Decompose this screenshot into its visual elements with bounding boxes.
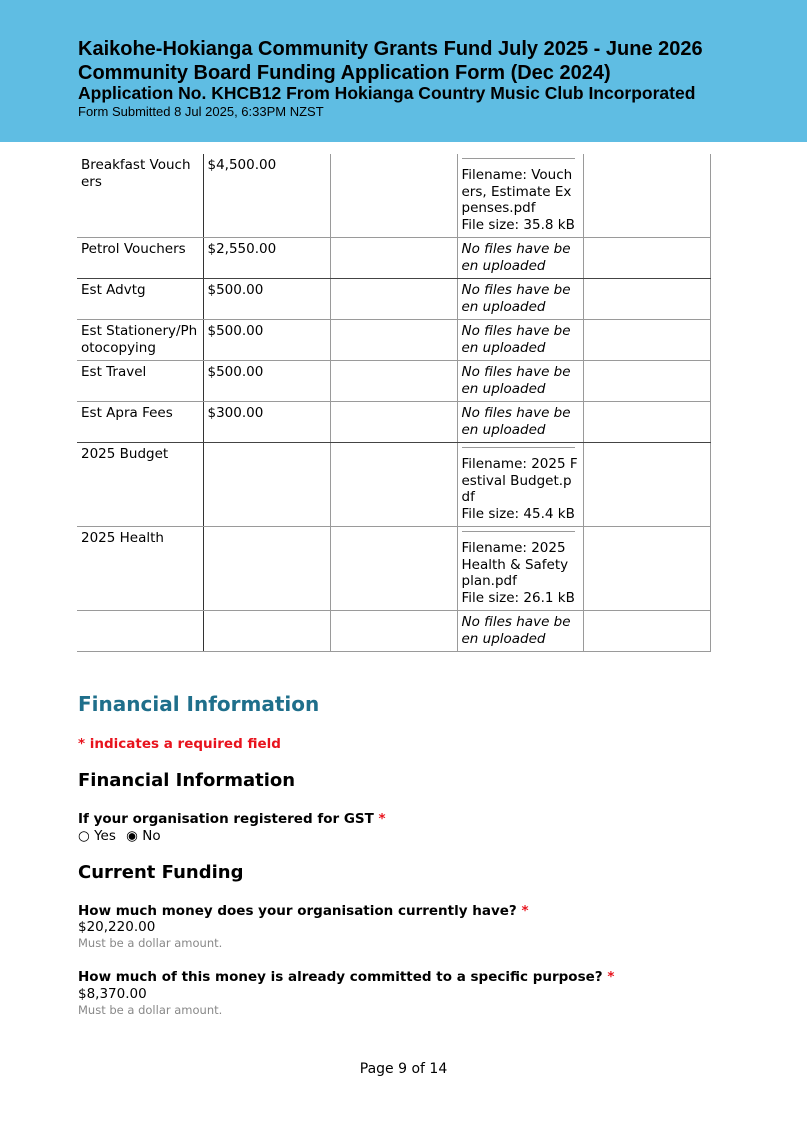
- table-row: [77, 238, 710, 279]
- empty-cell: [583, 320, 710, 361]
- no-files-text: No files have been uploaded: [461, 323, 571, 356]
- file-name[interactable]: Filename: 2025 Health & Safety plan.pdf: [461, 540, 569, 589]
- committed-question-label: How much of this money is already committed to a specific purpose?: [78, 969, 603, 985]
- file-divider: [462, 158, 575, 167]
- item-cell: [77, 279, 203, 320]
- file-cell: [457, 320, 583, 361]
- amount-cell: [203, 527, 330, 611]
- table-row: [77, 279, 710, 320]
- file-cell: [457, 154, 583, 238]
- amount-cell: [203, 402, 330, 443]
- funds-hint: Must be a dollar amount.: [78, 936, 223, 950]
- amount-cell: [203, 320, 330, 361]
- funds-question-label: How much money does your organisation currently have?: [78, 903, 517, 919]
- item-amount: $500.00: [207, 282, 264, 298]
- funds-answer: $20,220.00: [78, 919, 156, 935]
- item-name: Est Apra Fees: [81, 405, 173, 421]
- item-cell: [77, 361, 203, 402]
- required-star: *: [607, 969, 615, 985]
- empty-cell: [330, 238, 457, 279]
- table-row: [77, 154, 710, 238]
- item-cell: [77, 443, 203, 527]
- table-row: [77, 320, 710, 361]
- item-name: 2025 Budget: [81, 446, 169, 462]
- expenses-table: [77, 154, 711, 652]
- empty-cell: [330, 320, 457, 361]
- no-files-text: No files have been uploaded: [461, 364, 571, 397]
- financial-subheading: Financial Information: [78, 770, 296, 791]
- gst-no-radio[interactable]: ◉ No: [126, 828, 161, 844]
- item-name: Est Stationery/Photocopying: [81, 323, 198, 356]
- funds-question: [78, 903, 529, 919]
- empty-cell: [583, 238, 710, 279]
- table-row: [77, 527, 710, 611]
- item-name: Est Travel: [81, 364, 147, 380]
- amount-cell: [203, 443, 330, 527]
- committed-answer: $8,370.00: [78, 986, 147, 1002]
- fund-title: Kaikohe-Hokianga Community Grants Fund July 2025 - June 2026: [78, 38, 703, 60]
- empty-cell: [583, 402, 710, 443]
- empty-cell: [330, 443, 457, 527]
- submitted-date: Form Submitted 8 Jul 2025, 6:33PM NZST: [78, 104, 324, 119]
- amount-cell: [203, 611, 330, 652]
- file-cell: [457, 527, 583, 611]
- no-files-text: No files have been uploaded: [461, 405, 571, 438]
- no-files-text: No files have been uploaded: [461, 241, 571, 274]
- application-title: Application No. KHCB12 From Hokianga Country Music Club Incorporated: [78, 83, 696, 103]
- committed-hint: Must be a dollar amount.: [78, 1003, 223, 1017]
- empty-cell: [583, 279, 710, 320]
- item-amount: $500.00: [207, 364, 264, 380]
- file-cell: [457, 279, 583, 320]
- current-funding-heading: Current Funding: [78, 862, 244, 883]
- empty-cell: [330, 611, 457, 652]
- item-cell: [77, 527, 203, 611]
- section-title: Financial Information: [78, 692, 320, 716]
- file-cell: [457, 361, 583, 402]
- empty-cell: [583, 443, 710, 527]
- gst-yes-radio[interactable]: ○ Yes: [78, 828, 116, 844]
- item-cell: [77, 154, 203, 238]
- item-cell: [77, 611, 203, 652]
- empty-cell: [583, 154, 710, 238]
- item-cell: [77, 402, 203, 443]
- file-name[interactable]: Filename: Vouchers, Estimate Expenses.pdf: [461, 167, 573, 216]
- empty-cell: [330, 402, 457, 443]
- item-name: Est Advtg: [81, 282, 146, 298]
- file-cell: [457, 238, 583, 279]
- empty-cell: [583, 611, 710, 652]
- item-name: 2025 Health: [81, 530, 164, 546]
- gst-question: [78, 811, 386, 827]
- amount-cell: [203, 361, 330, 402]
- file-divider: [462, 447, 575, 456]
- file-cell: [457, 443, 583, 527]
- item-amount: $4,500.00: [207, 157, 277, 173]
- item-amount: $300.00: [207, 405, 264, 421]
- empty-cell: [330, 279, 457, 320]
- empty-cell: [330, 527, 457, 611]
- page-header: [0, 0, 807, 142]
- item-amount: $500.00: [207, 323, 264, 339]
- item-name: Breakfast Vouchers: [81, 157, 191, 190]
- table-row: [77, 443, 710, 527]
- empty-cell: [330, 361, 457, 402]
- file-size: File size: 35.8 kB: [461, 216, 575, 233]
- file-cell: [457, 611, 583, 652]
- file-size: File size: 26.1 kB: [461, 589, 575, 606]
- page-number: Page 9 of 14: [359, 1061, 448, 1077]
- file-size: File size: 45.4 kB: [461, 505, 575, 522]
- gst-radio-group: [78, 828, 167, 844]
- table-row: [77, 611, 710, 652]
- empty-cell: [330, 154, 457, 238]
- amount-cell: [203, 279, 330, 320]
- required-note: * indicates a required field: [78, 736, 281, 752]
- required-star: *: [378, 811, 386, 827]
- form-title: Community Board Funding Application Form (Dec 2024): [78, 62, 611, 84]
- committed-question: [78, 969, 614, 985]
- required-star: *: [521, 903, 529, 919]
- empty-cell: [583, 361, 710, 402]
- no-files-text: No files have been uploaded: [461, 614, 571, 647]
- no-files-text: No files have been uploaded: [461, 282, 571, 315]
- table-row: [77, 402, 710, 443]
- file-cell: [457, 402, 583, 443]
- item-name: Petrol Vouchers: [81, 241, 186, 257]
- empty-cell: [583, 527, 710, 611]
- file-divider: [462, 531, 575, 540]
- item-cell: [77, 238, 203, 279]
- item-cell: [77, 320, 203, 361]
- amount-cell: [203, 238, 330, 279]
- gst-question-label: If your organisation registered for GST: [78, 811, 374, 827]
- item-amount: $2,550.00: [207, 241, 277, 257]
- file-name[interactable]: Filename: 2025 Festival Budget.pdf: [461, 456, 578, 505]
- amount-cell: [203, 154, 330, 238]
- table-row: [77, 361, 710, 402]
